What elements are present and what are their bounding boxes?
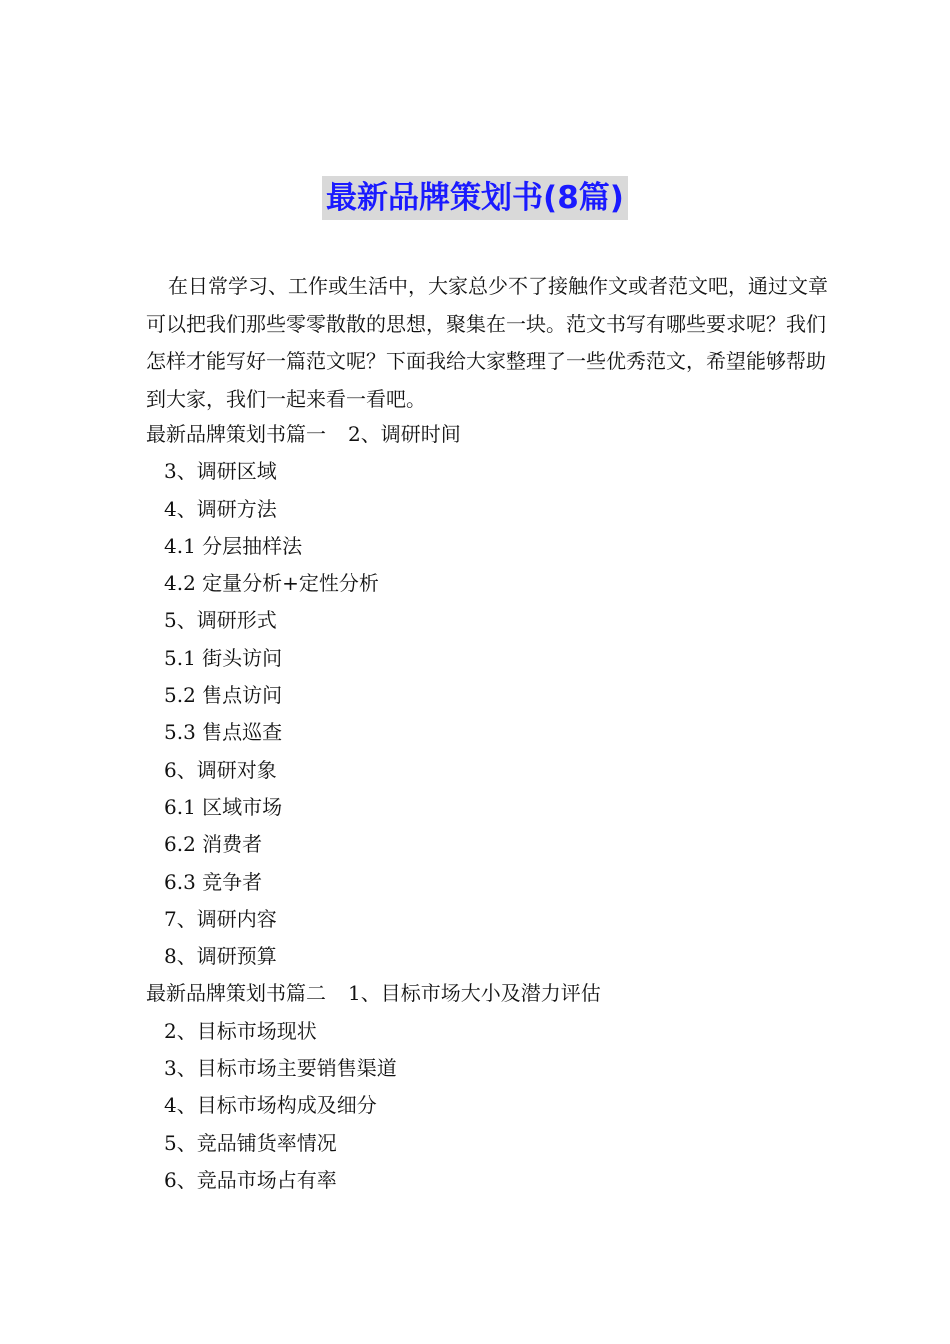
list-item: 3、调研区域 — [164, 459, 277, 484]
list-item: 4.2 定量分析+定性分析 — [164, 571, 379, 596]
list-item: 8、调研预算 — [164, 944, 277, 969]
section-2-heading-line — [146, 975, 836, 1012]
section-1-heading-line — [146, 416, 836, 453]
list-item: 6、竞品市场占有率 — [164, 1167, 337, 1192]
list-item: 4.1 分层抽样法 — [164, 533, 303, 558]
title-container — [0, 176, 950, 220]
list-item: 5.2 售点访问 — [164, 683, 283, 708]
list-item: 2、目标市场现状 — [164, 1018, 317, 1043]
list-item: 6.3 竞争者 — [164, 869, 263, 894]
section-2-heading: 最新品牌策划书篇二 — [146, 981, 326, 1006]
section-2-first-item: 1、目标市场大小及潜力评估 — [348, 981, 601, 1006]
document-title: 最新品牌策划书(8篇) — [322, 176, 628, 220]
list-item: 5.3 售点巡查 — [164, 720, 283, 745]
section-1-first-item: 2、调研时间 — [348, 422, 461, 446]
list-item: 5、竞品铺货率情况 — [164, 1130, 337, 1155]
list-item: 6.2 消费者 — [164, 832, 263, 857]
section-1-heading: 最新品牌策划书篇一 — [146, 422, 326, 446]
list-item: 4、目标市场构成及细分 — [164, 1093, 377, 1118]
list-item: 5.1 街头访问 — [164, 645, 283, 670]
list-item: 5、调研形式 — [164, 608, 277, 633]
list-item: 6.1 区域市场 — [164, 794, 283, 819]
list-item: 6、调研对象 — [164, 757, 277, 782]
list-item: 3、目标市场主要销售渠道 — [164, 1056, 397, 1081]
list-item: 7、调研内容 — [164, 906, 277, 931]
list-item: 4、调研方法 — [164, 496, 277, 521]
content-list — [146, 416, 836, 1199]
intro-paragraph: 在日常学习、工作或生活中，大家总少不了接触作文或者范文吧，通过文章可以把我们那些零零散散的思想，聚集在一块。范文书写有哪些要求呢？我们怎样才能写好一篇范文呢？下面我给大家整理了一些优秀范文，希望能够帮助到大家，我们一起来看一看吧。 — [146, 274, 828, 411]
